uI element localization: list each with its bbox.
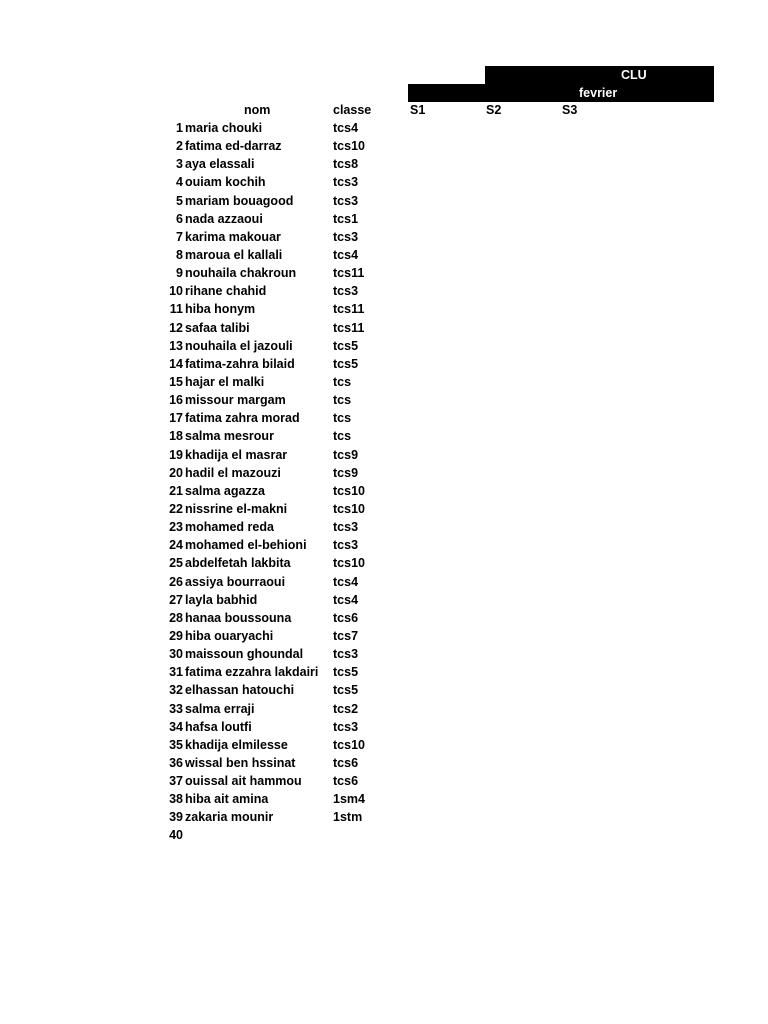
column-header-classe: classe <box>333 103 372 117</box>
table-row <box>0 465 768 483</box>
row-number: 17 <box>169 411 183 426</box>
student-classe: tcs3 <box>333 175 359 190</box>
student-classe: tcs <box>333 374 352 389</box>
row-number: 32 <box>169 683 183 698</box>
table-row <box>0 628 768 646</box>
student-name: salma agazza <box>185 483 265 498</box>
table-row <box>0 537 768 555</box>
table-row <box>0 737 768 755</box>
row-number: 4 <box>176 175 183 190</box>
table-row <box>0 555 768 573</box>
student-name: nada azzaoui <box>185 211 263 226</box>
student-name: hajar el malki <box>185 374 265 389</box>
table-row <box>0 174 768 192</box>
student-name: zakaria mounir <box>185 810 274 825</box>
student-name: missour margam <box>185 393 286 408</box>
student-classe: tcs6 <box>333 755 359 770</box>
row-number: 25 <box>169 556 183 571</box>
student-classe: tcs <box>333 393 352 408</box>
student-name: hiba honym <box>185 302 256 317</box>
student-classe: tcs4 <box>333 574 359 589</box>
student-name: hiba ouaryachi <box>185 628 274 643</box>
student-name: maissoun ghoundal <box>185 647 304 662</box>
row-number: 35 <box>169 737 183 752</box>
table-row <box>0 773 768 791</box>
table-row <box>0 283 768 301</box>
student-classe: tcs9 <box>333 447 359 462</box>
column-header-nom: nom <box>244 103 271 117</box>
student-name: mariam bouagood <box>185 193 294 208</box>
student-name: maroua el kallali <box>185 247 283 262</box>
student-classe: tcs4 <box>333 121 359 135</box>
table-row <box>0 719 768 737</box>
student-classe: 1sm4 <box>333 792 365 807</box>
student-classe: tcs11 <box>333 266 365 281</box>
student-classe: tcs11 <box>333 302 365 317</box>
student-name: maria chouki <box>185 121 263 135</box>
student-name: hafsa loutfi <box>185 719 252 734</box>
student-name: nissrine el-makni <box>185 501 288 516</box>
student-name: elhassan hatouchi <box>185 683 295 698</box>
row-number: 15 <box>169 374 183 389</box>
row-number: 21 <box>169 483 183 498</box>
student-name: ouissal ait hammou <box>185 774 302 789</box>
row-number: 19 <box>169 447 183 462</box>
student-classe: tcs9 <box>333 465 359 480</box>
table-row <box>0 447 768 465</box>
table-row <box>0 428 768 446</box>
student-name: khadija elmilesse <box>185 737 288 752</box>
student-classe: tcs8 <box>333 157 359 172</box>
row-number: 28 <box>169 610 183 625</box>
row-number: 6 <box>176 211 183 226</box>
student-classe: tcs10 <box>333 483 365 498</box>
table-row <box>0 156 768 174</box>
row-number: 29 <box>169 628 183 643</box>
row-number: 40 <box>169 828 183 843</box>
row-number: 1 <box>176 121 183 135</box>
column-header-s3: S3 <box>562 103 578 117</box>
student-name: safaa talibi <box>185 320 250 335</box>
table-row <box>0 610 768 628</box>
table-row <box>0 755 768 773</box>
student-name: salma mesrour <box>185 429 274 444</box>
student-name: fatima ezzahra lakdairi <box>185 665 319 680</box>
student-name: fatima ed-darraz <box>185 139 282 154</box>
student-name: layla babhid <box>185 592 258 607</box>
student-name: nouhaila chakroun <box>185 266 297 281</box>
table-row <box>0 138 768 156</box>
table-row <box>0 392 768 410</box>
student-classe: tcs5 <box>333 356 359 371</box>
row-number: 8 <box>176 247 183 262</box>
student-classe: tcs5 <box>333 338 359 353</box>
student-name: rihane chahid <box>185 284 267 299</box>
student-classe: tcs3 <box>333 284 359 299</box>
student-name: salma erraji <box>185 701 255 716</box>
table-row <box>0 646 768 664</box>
table-row <box>0 574 768 592</box>
student-classe: tcs3 <box>333 229 359 244</box>
table-row <box>0 193 768 211</box>
student-name: mohamed el-behioni <box>185 538 307 553</box>
row-number: 30 <box>169 647 183 662</box>
student-classe: 1stm <box>333 810 363 825</box>
row-number: 34 <box>169 719 183 734</box>
student-name: fatima-zahra bilaid <box>185 356 295 371</box>
student-classe: tcs6 <box>333 610 359 625</box>
header-title: CLU <box>621 68 647 82</box>
row-number: 39 <box>169 810 183 825</box>
table-row <box>0 247 768 265</box>
student-classe: tcs1 <box>333 211 359 226</box>
student-name: hiba ait amina <box>185 792 269 807</box>
table-row <box>0 410 768 428</box>
student-classe: tcs10 <box>333 139 365 154</box>
table-row <box>0 229 768 247</box>
row-number: 26 <box>169 574 183 589</box>
table-row <box>0 519 768 537</box>
student-classe: tcs3 <box>333 647 359 662</box>
column-header-s1: S1 <box>410 103 426 117</box>
student-classe: tcs10 <box>333 737 365 752</box>
student-classe: tcs4 <box>333 592 359 607</box>
student-classe: tcs <box>333 411 352 426</box>
student-name: karima makouar <box>185 229 281 244</box>
row-number: 7 <box>176 229 183 244</box>
student-classe: tcs11 <box>333 320 365 335</box>
row-number: 20 <box>169 465 183 480</box>
table-row <box>0 301 768 319</box>
row-number: 12 <box>169 320 183 335</box>
row-number: 24 <box>169 538 183 553</box>
table-row <box>0 374 768 392</box>
row-number: 22 <box>169 501 183 516</box>
student-name: mohamed reda <box>185 520 274 535</box>
student-classe: tcs2 <box>333 701 359 716</box>
table-row <box>0 356 768 374</box>
table-row <box>0 701 768 719</box>
student-name: nouhaila el jazouli <box>185 338 293 353</box>
row-number: 5 <box>176 193 183 208</box>
row-number: 13 <box>169 338 183 353</box>
student-name: fatima zahra morad <box>185 411 300 426</box>
month-label: fevrier <box>579 86 618 100</box>
table-row <box>0 791 768 809</box>
student-name: assiya bourraoui <box>185 574 286 589</box>
table-row <box>0 211 768 229</box>
row-number: 23 <box>169 520 183 535</box>
student-classe: tcs3 <box>333 719 359 734</box>
month-bar <box>408 84 714 102</box>
row-number: 38 <box>169 792 183 807</box>
header-title-bar <box>485 66 714 84</box>
row-number: 14 <box>169 356 183 371</box>
table-row <box>0 501 768 519</box>
table-row <box>0 827 768 845</box>
row-number: 37 <box>169 774 183 789</box>
row-number: 33 <box>169 701 183 716</box>
row-number: 10 <box>169 284 183 299</box>
row-number: 11 <box>169 302 183 317</box>
table-row <box>0 338 768 356</box>
student-classe: tcs6 <box>333 774 359 789</box>
student-classe: tcs10 <box>333 501 365 516</box>
student-classe: tcs7 <box>333 628 359 643</box>
student-classe: tcs <box>333 429 352 444</box>
table-row <box>0 265 768 283</box>
student-name: hadil el mazouzi <box>185 465 281 480</box>
row-number: 36 <box>169 755 183 770</box>
student-classe: tcs4 <box>333 247 359 262</box>
row-number: 31 <box>169 665 183 680</box>
table-row <box>0 483 768 501</box>
student-name: abdelfetah lakbita <box>185 556 291 571</box>
table-row <box>0 120 768 138</box>
student-classe: tcs10 <box>333 556 365 571</box>
student-classe: tcs3 <box>333 538 359 553</box>
student-classe: tcs3 <box>333 520 359 535</box>
student-name: ouiam kochih <box>185 175 266 190</box>
student-name: aya elassali <box>185 157 255 172</box>
table-row <box>0 664 768 682</box>
student-name: khadija el masrar <box>185 447 288 462</box>
table-row <box>0 320 768 338</box>
table-row <box>0 682 768 700</box>
row-number: 27 <box>169 592 183 607</box>
student-table <box>0 120 768 846</box>
row-number: 2 <box>176 139 183 154</box>
student-name: hanaa boussouna <box>185 610 292 625</box>
student-classe: tcs5 <box>333 665 359 680</box>
column-header-s2: S2 <box>486 103 502 117</box>
student-classe: tcs5 <box>333 683 359 698</box>
student-name: wissal ben hssinat <box>185 755 296 770</box>
student-classe: tcs3 <box>333 193 359 208</box>
row-number: 16 <box>169 393 183 408</box>
row-number: 3 <box>176 157 183 172</box>
table-row <box>0 809 768 827</box>
table-row <box>0 592 768 610</box>
row-number: 18 <box>169 429 183 444</box>
row-number: 9 <box>176 266 183 281</box>
